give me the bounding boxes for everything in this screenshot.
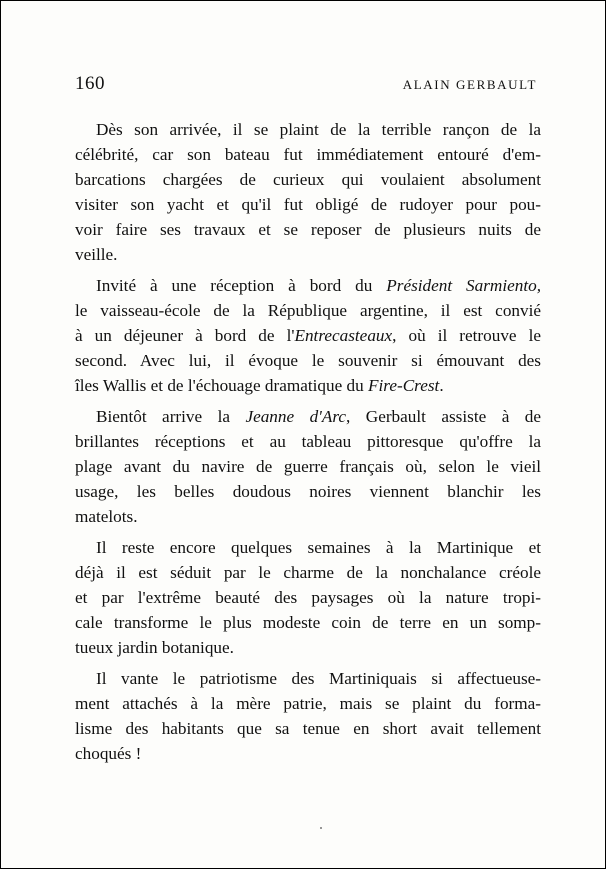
text-segment: second. Avec lui, il évoque le souvenir si émouvant des <box>75 351 541 370</box>
text-segment: barcations chargées de curieux qui voulaient absolument <box>75 170 541 189</box>
italic-title: Fire-Crest <box>368 376 440 395</box>
page-number: 160 <box>75 73 105 94</box>
text-line <box>75 666 541 691</box>
running-head: ALAIN GERBAULT <box>402 77 537 92</box>
text-line <box>75 610 541 635</box>
text-line <box>75 117 541 142</box>
text-segment: lisme des habitants que sa tenue en short avait tellement <box>75 719 541 738</box>
text-segment: brillantes réceptions et au tableau pittoresque qu'offre la <box>75 432 541 451</box>
text-segment: voir faire ses travaux et se reposer de plusieurs nuits de <box>75 220 541 239</box>
text-segment: choqués ! <box>75 744 142 763</box>
text-line <box>75 479 541 504</box>
text-segment: et par l'extrême beauté des paysages où la nature tropi- <box>75 588 541 607</box>
text-segment: . <box>439 376 444 395</box>
text-line <box>75 192 541 217</box>
text-segment: tueux jardin botanique. <box>75 638 234 657</box>
text-line <box>75 560 541 585</box>
italic-title: Entrecasteaux <box>294 326 393 345</box>
text-segment: visiter son yacht et qu'il fut obligé de rudoyer pour pou- <box>75 195 541 214</box>
text-segment: usage, les belles doudous noires viennent blanchir les <box>75 482 541 501</box>
text-segment: cale transforme le plus modeste coin de terre en un somp- <box>75 613 541 632</box>
text-line <box>75 454 541 479</box>
paragraph <box>75 117 541 267</box>
text-segment: Invité à une réception à bord du <box>96 276 387 295</box>
text-segment: ment attachés à la mère patrie, mais se plaint du forma- <box>75 694 541 713</box>
text-segment: Il vante le patriotisme des Martiniquais si affectueuse- <box>96 669 541 688</box>
text-segment: matelots. <box>75 507 138 526</box>
text-segment: , où il retrouve le <box>392 326 541 345</box>
text-segment: plage avant du navire de guerre français où, selon le vieil <box>75 457 541 476</box>
text-segment: célébrité, car son bateau fut immédiatement entouré d'em- <box>75 145 541 164</box>
text-line <box>75 217 541 242</box>
italic-title: Jeanne d'Arc <box>245 407 347 426</box>
text-line <box>75 716 541 741</box>
text-line <box>75 348 541 373</box>
text-segment: , Gerbault assiste à de <box>346 407 541 426</box>
text-segment: le vaisseau-école de la République argentine, il est convié <box>75 301 541 320</box>
text-line <box>75 298 541 323</box>
text-segment: à un déjeuner à bord de l' <box>75 326 295 345</box>
text-segment: Dès son arrivée, il se plaint de la terrible rançon de la <box>96 120 541 139</box>
paragraph <box>75 404 541 529</box>
text-line <box>75 535 541 560</box>
page-header <box>75 73 537 97</box>
text-line <box>75 242 541 267</box>
text-line <box>75 585 541 610</box>
paragraph <box>75 535 541 660</box>
text-segment: Il reste encore quelques semaines à la Martinique et <box>96 538 541 557</box>
text-line <box>75 741 541 766</box>
text-line <box>75 142 541 167</box>
text-line <box>75 273 541 298</box>
paragraph <box>75 273 541 398</box>
text-line <box>75 167 541 192</box>
paragraph <box>75 666 541 766</box>
text-line <box>75 691 541 716</box>
body-text <box>75 117 541 766</box>
text-line <box>75 373 541 398</box>
text-segment: îles Wallis et de l'échouage dramatique du <box>75 376 369 395</box>
text-segment: Bientôt arrive la <box>96 407 246 426</box>
text-segment: veille. <box>75 245 118 264</box>
text-line <box>75 504 541 529</box>
text-line <box>75 404 541 429</box>
print-speck <box>320 827 322 829</box>
text-segment: déjà il est séduit par le charme de la nonchalance créole <box>75 563 541 582</box>
text-line <box>75 429 541 454</box>
italic-title: Président Sarmiento, <box>386 276 541 295</box>
text-line <box>75 323 541 348</box>
text-line <box>75 635 541 660</box>
